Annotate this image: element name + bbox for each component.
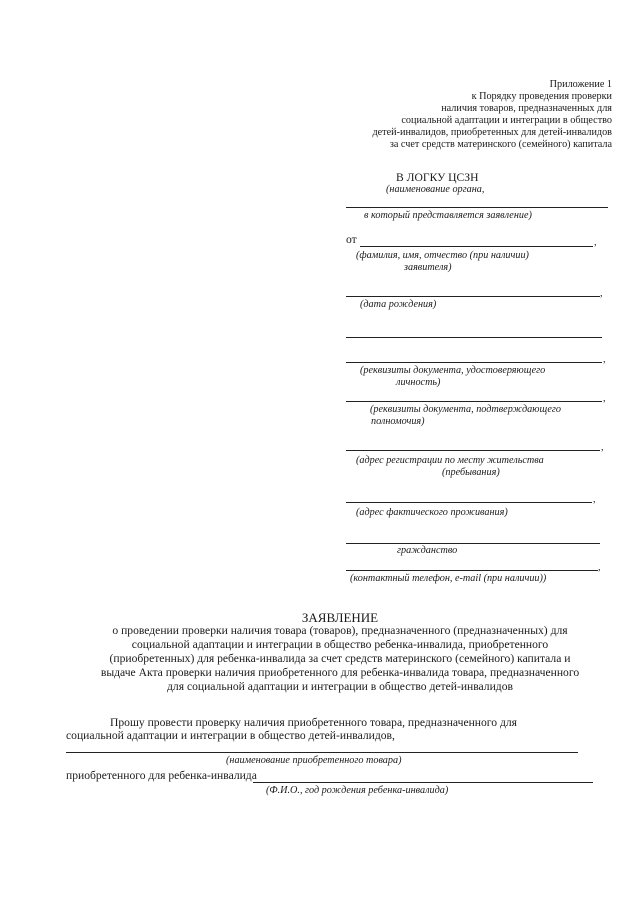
goods-caption: (наименование приобретенного товара) <box>226 755 402 766</box>
registration-caption: (пребывания) <box>442 467 500 478</box>
authority-caption: (реквизиты документа, подтверждающего <box>370 404 561 415</box>
fio-caption: (фамилия, имя, отчество (при наличии) <box>356 250 529 261</box>
fio-caption: заявителя) <box>404 262 452 273</box>
title-line: выдаче Акта проверки наличия приобретенного для ребенка-инвалида товара, предназначенного <box>100 666 580 679</box>
request-paragraph-line: Прошу провести проверку наличия приобретенного товара, предназначенного для <box>110 716 517 729</box>
organ-caption: (наименование органа, <box>386 184 485 195</box>
registration-caption: (адрес регистрации по месту жительства <box>356 455 544 466</box>
contact-field-line <box>346 570 598 571</box>
from-label: от <box>346 233 357 246</box>
registration-field-line <box>346 450 600 451</box>
goods-field-line <box>66 752 578 753</box>
dob-caption: (дата рождения) <box>360 299 437 310</box>
authority-field-line <box>346 401 602 402</box>
comma: , <box>593 494 596 505</box>
child-caption: (Ф.И.О., год рождения ребенка-инвалида) <box>266 785 449 796</box>
appendix-line: детей-инвалидов, приобретенных для детей-инвалидов <box>372 127 612 138</box>
authority-caption: полномочия) <box>371 416 425 427</box>
comma: , <box>603 354 606 365</box>
blank-line <box>346 337 602 338</box>
comma: , <box>594 237 597 248</box>
actual-address-caption: (адрес фактического проживания) <box>356 507 508 518</box>
organ-caption: в который представляется заявление) <box>364 210 532 221</box>
comma: , <box>601 442 604 453</box>
appendix-line: наличия товаров, предназначенных для <box>441 103 612 114</box>
citizenship-field-line <box>346 543 600 544</box>
appendix-line: Приложение 1 <box>549 79 612 90</box>
title-line: (приобретенных) для ребенка-инвалида за счет средств материнского (семейного) капитала и <box>109 652 571 665</box>
title-line: социальной адаптации и интеграции в общество ребенка-инвалида, приобретенного <box>131 638 549 651</box>
id-field-line <box>346 362 602 363</box>
organ-line <box>346 207 608 208</box>
id-caption: (реквизиты документа, удостоверяющего <box>360 365 546 376</box>
appendix-line: за счет средств материнского (семейного) капитала <box>389 139 612 150</box>
title-line: для социальной адаптации и интеграции в общество детей-инвалидов <box>167 680 513 693</box>
dob-field-line <box>346 296 600 297</box>
citizenship-caption: гражданство <box>397 545 458 556</box>
document-title: ЗАЯВЛЕНИЕ <box>301 610 379 625</box>
child-field-line <box>253 782 593 783</box>
appendix-line: к Порядку проведения проверки <box>471 91 612 102</box>
request-paragraph-line: социальной адаптации и интеграции в общество детей-инвалидов, <box>66 729 395 742</box>
child-label: приобретенного для ребенка-инвалида <box>66 769 257 782</box>
organ-name: В ЛОГКУ ЦСЗН <box>396 171 479 184</box>
comma: , <box>600 288 603 299</box>
appendix-header <box>282 79 612 151</box>
comma: , <box>598 562 601 573</box>
actual-address-field-line <box>346 502 592 503</box>
contact-caption: (контактный телефон, e-mail (при наличии)) <box>350 573 547 584</box>
comma: , <box>603 393 606 404</box>
id-caption: личность) <box>396 377 441 388</box>
title-line: о проведении проверки наличия товара (товаров), предназначенного (предназначенных) для <box>112 624 568 637</box>
appendix-line: социальной адаптации и интеграции в общество <box>401 115 612 126</box>
title-subtitle <box>0 624 640 694</box>
fio-field-line <box>360 246 593 247</box>
